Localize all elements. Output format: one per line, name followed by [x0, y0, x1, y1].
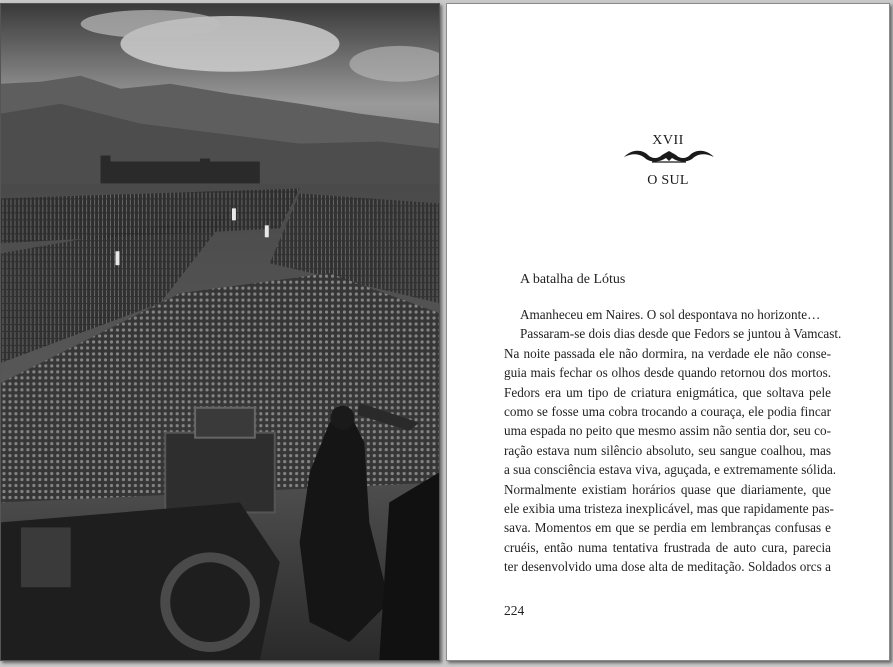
battle-scene-illustration: [1, 4, 439, 660]
text-line: Normalmente existiam horários quase que diariamente, que: [504, 481, 831, 497]
text-line: ter desenvolvido uma dose alta de meditação. Soldados orcs a: [504, 559, 831, 575]
page-number: 224: [504, 603, 525, 618]
text-line: Fedors era um tipo de criatura enigmática, que soltava pele: [504, 384, 831, 400]
text-line: ração estava num silêncio absoluto, seu sangue coalhou, mas: [504, 442, 831, 458]
text-line: Na noite passada ele não dormira, na verdade ele não conse-: [504, 345, 831, 361]
text-line: Amanheceu em Naires. O sol despontava no horizonte…: [520, 307, 821, 322]
text-line: Passaram-se dois dias desde que Fedors se juntou à Vamcast.: [520, 326, 842, 342]
section-title: A batalha de Lótus: [520, 272, 626, 287]
body-text: [504, 305, 842, 576]
text-line: como se fosse uma cobra trocando a couraça, ele podia fincar: [504, 403, 831, 419]
flourish-ornament-icon: [622, 147, 716, 165]
text-line: sava. Momentos em que se perdia em lembranças confusas e: [504, 520, 831, 536]
text-line: cruéis, então numa tentativa frustrada de auto cura, parecia: [504, 539, 831, 555]
chapter-title: O SUL: [647, 173, 689, 188]
text-line: guia mais fechar os olhos desde quando retornou dos mortos.: [504, 365, 831, 381]
text-line: a sua consciência estava viva, aguçada, e extremamente sólida.: [504, 462, 837, 478]
chapter-number: XVII: [652, 133, 684, 148]
text-line: ele exibia uma tristeza inexplicável, mas que rapidamente pas-: [504, 500, 834, 516]
text-page: [446, 3, 890, 661]
text-line: uma espada no peito que mesmo assim não sentia dor, seu co-: [504, 423, 831, 439]
illustration-page: [0, 3, 440, 661]
